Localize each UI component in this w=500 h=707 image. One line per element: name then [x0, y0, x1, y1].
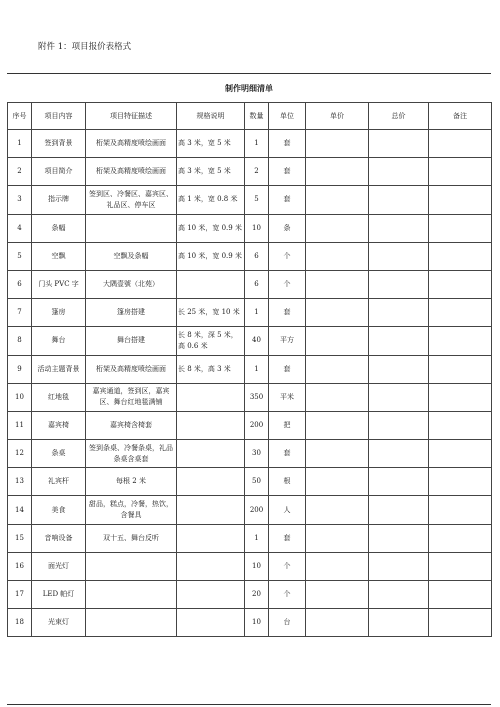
cell-unit-price [306, 552, 369, 580]
header-row [8, 103, 492, 130]
cell-total [369, 242, 429, 270]
header-remarks: 备注 [429, 103, 492, 130]
seal-char: 投 [311, 355, 326, 369]
cell-unit-price [306, 440, 369, 468]
cell-item: 面光灯 [32, 552, 86, 580]
cell-unit: 把 [269, 411, 306, 439]
cell-item: 音响设备 [32, 524, 86, 552]
cell-qty: 40 [245, 327, 269, 355]
table-row [8, 383, 492, 411]
table-row [8, 552, 492, 580]
cell-spec [177, 581, 245, 609]
cell-qty: 10 [245, 609, 269, 637]
cell-remarks [429, 552, 492, 580]
cell-total [369, 411, 429, 439]
cell-desc: 大隅壹號（北苑） [86, 270, 177, 298]
cell-unit: 个 [269, 581, 306, 609]
table-row [8, 440, 492, 468]
cell-total [369, 581, 429, 609]
table-row [8, 186, 492, 214]
seal-char: 程 [359, 335, 373, 350]
cell-spec: 高 10 米，宽 0.9 米 [177, 214, 245, 242]
attachment-label: 附件 1：项目报价表格式 [38, 42, 132, 52]
cell-unit: 套 [269, 158, 306, 186]
seal-char: 建 [318, 342, 334, 358]
cell-total [369, 130, 429, 158]
cell-qty: 200 [245, 411, 269, 439]
cell-unit: 套 [269, 355, 306, 383]
cell-unit: 套 [269, 299, 306, 327]
cell-spec: 高 3 米，宽 5 米 [177, 130, 245, 158]
header-unit-price: 单价 [306, 103, 369, 130]
cell-total [369, 186, 429, 214]
cell-total [369, 440, 429, 468]
cell-total [369, 496, 429, 524]
cell-unit-price [306, 158, 369, 186]
seal-char: 安 [310, 383, 325, 397]
cell-total [369, 552, 429, 580]
cell-total [369, 158, 429, 186]
cell-qty: 5 [245, 186, 269, 214]
header-qty: 数量 [245, 103, 269, 130]
table-row [8, 299, 492, 327]
seal-char: 限 [378, 355, 393, 369]
cell-spec [177, 411, 245, 439]
cell-spec [177, 552, 245, 580]
cell-no: 5 [8, 242, 32, 270]
seal-char: 徽 [309, 370, 321, 381]
cell-unit-price [306, 242, 369, 270]
cell-unit-price [306, 270, 369, 298]
quotation-sheet [7, 73, 491, 705]
cell-item: LED 帕灯 [32, 581, 86, 609]
cell-remarks [429, 214, 492, 242]
cell-no: 9 [8, 355, 32, 383]
seal-char: 有 [370, 342, 386, 358]
cell-total [369, 299, 429, 327]
cell-no: 14 [8, 496, 32, 524]
cell-item: 光束灯 [32, 609, 86, 637]
table-row [8, 355, 492, 383]
cell-unit: 个 [269, 270, 306, 298]
cell-desc: 签到区、冷餐区、嘉宾区、礼品区、停车区 [86, 186, 177, 214]
cell-item: 舞台 [32, 327, 86, 355]
cell-qty: 6 [245, 270, 269, 298]
cell-remarks [429, 158, 492, 186]
cell-no: 15 [8, 524, 32, 552]
cell-unit: 套 [269, 440, 306, 468]
table-row [8, 411, 492, 439]
cell-unit: 平方 [269, 327, 306, 355]
cell-unit-price [306, 609, 369, 637]
cell-spec [177, 440, 245, 468]
cell-remarks [429, 299, 492, 327]
cell-total [369, 609, 429, 637]
cell-unit-price [306, 468, 369, 496]
header-total: 总价 [369, 103, 429, 130]
cell-unit-price [306, 299, 369, 327]
cell-item: 红地毯 [32, 383, 86, 411]
cell-item: 条桌 [32, 440, 86, 468]
cell-item: 活动主题背景 [32, 355, 86, 383]
cell-remarks [429, 496, 492, 524]
cell-remarks [429, 270, 492, 298]
cell-spec [177, 524, 245, 552]
cell-desc: 嘉宾椅含椅套 [86, 411, 177, 439]
cell-item: 条幅 [32, 214, 86, 242]
cell-unit: 根 [269, 468, 306, 496]
cell-desc: 篷房搭建 [86, 299, 177, 327]
cell-unit: 套 [269, 130, 306, 158]
cell-item: 嘉宾椅 [32, 411, 86, 439]
cell-desc: 空飘及条幅 [86, 242, 177, 270]
cell-no: 12 [8, 440, 32, 468]
cell-desc: 桁架及高精度喷绘画面 [86, 158, 177, 186]
cell-no: 17 [8, 581, 32, 609]
cell-spec [177, 383, 245, 411]
cell-unit: 套 [269, 186, 306, 214]
cell-unit: 人 [269, 496, 306, 524]
cell-remarks [429, 609, 492, 637]
cell-unit-price [306, 496, 369, 524]
cell-desc: 双十五、舞台反听 [86, 524, 177, 552]
cell-desc: 每根 2 米 [86, 468, 177, 496]
cell-spec: 长 25 米，宽 10 米 [177, 299, 245, 327]
header-spec: 规格说明 [177, 103, 245, 130]
cell-item: 指示牌 [32, 186, 86, 214]
header-item: 项目内容 [32, 103, 86, 130]
cell-no: 10 [8, 383, 32, 411]
cell-no: 4 [8, 214, 32, 242]
cell-desc: 桁架及高精度喷绘画面 [86, 355, 177, 383]
cell-qty: 350 [245, 383, 269, 411]
cell-qty: 1 [245, 524, 269, 552]
cell-unit: 个 [269, 242, 306, 270]
cell-total [369, 524, 429, 552]
cell-remarks [429, 186, 492, 214]
table-row [8, 242, 492, 270]
cell-desc [86, 552, 177, 580]
cell-remarks [429, 130, 492, 158]
cell-qty: 6 [245, 242, 269, 270]
cell-spec [177, 468, 245, 496]
cell-item: 篷房 [32, 299, 86, 327]
cell-remarks [429, 440, 492, 468]
cell-unit-price [306, 130, 369, 158]
cell-total [369, 214, 429, 242]
cell-remarks [429, 524, 492, 552]
table-row [8, 214, 492, 242]
table-row [8, 581, 492, 609]
seal-char: 工 [347, 334, 357, 346]
cell-remarks [429, 242, 492, 270]
cell-item: 空飘 [32, 242, 86, 270]
cell-remarks [429, 383, 492, 411]
cell-qty: 1 [245, 130, 269, 158]
cell-no: 3 [8, 186, 32, 214]
cell-unit: 平米 [269, 383, 306, 411]
cell-no: 6 [8, 270, 32, 298]
cell-remarks [429, 411, 492, 439]
cell-no: 7 [8, 299, 32, 327]
cell-remarks [429, 581, 492, 609]
cell-no: 11 [8, 411, 32, 439]
cell-desc: 嘉宾通道，签到区，嘉宾区、舞台红地毯满铺 [86, 383, 177, 411]
cell-unit: 台 [269, 609, 306, 637]
table-row [8, 609, 492, 637]
cell-qty: 10 [245, 552, 269, 580]
cell-desc [86, 581, 177, 609]
header-unit: 单位 [269, 103, 306, 130]
cell-no: 18 [8, 609, 32, 637]
table-row [8, 524, 492, 552]
cell-total [369, 468, 429, 496]
cell-unit-price [306, 186, 369, 214]
cell-qty: 30 [245, 440, 269, 468]
cell-qty: 20 [245, 581, 269, 609]
cell-desc: 甜品，糕点，冷餐，热饮，含餐具 [86, 496, 177, 524]
cell-no: 1 [8, 130, 32, 158]
header-no: 序号 [8, 103, 32, 130]
cell-qty: 10 [245, 214, 269, 242]
cell-desc: 桁架及高精度喷绘画面 [86, 130, 177, 158]
table-row [8, 270, 492, 298]
cell-item: 门头 PVC 字 [32, 270, 86, 298]
table-row [8, 158, 492, 186]
cell-no: 8 [8, 327, 32, 355]
cell-remarks [429, 355, 492, 383]
cell-item: 签到背景 [32, 130, 86, 158]
cell-remarks [429, 327, 492, 355]
cell-no: 16 [8, 552, 32, 580]
cell-qty: 200 [245, 496, 269, 524]
cell-unit: 条 [269, 214, 306, 242]
cell-spec [177, 496, 245, 524]
cell-unit-price [306, 214, 369, 242]
cell-desc: 舞台搭建 [86, 327, 177, 355]
cell-no: 13 [8, 468, 32, 496]
cell-unit-price [306, 524, 369, 552]
cell-unit: 套 [269, 524, 306, 552]
table-row [8, 468, 492, 496]
cell-item: 项目简介 [32, 158, 86, 186]
cell-qty: 1 [245, 299, 269, 327]
cell-item: 美食 [32, 496, 86, 524]
seal-char: 司 [379, 383, 394, 397]
seal-char: 筑 [331, 335, 345, 350]
cell-total [369, 270, 429, 298]
cell-spec: 高 3 米，宽 5 米 [177, 158, 245, 186]
table-row [8, 496, 492, 524]
cell-unit: 个 [269, 552, 306, 580]
cell-no: 2 [8, 158, 32, 186]
cell-item: 礼宾杆 [32, 468, 86, 496]
cell-qty: 50 [245, 468, 269, 496]
seal-char: 公 [383, 370, 395, 381]
sheet-title: 制作明细清单 [225, 83, 273, 93]
cell-spec [177, 270, 245, 298]
cell-qty: 2 [245, 158, 269, 186]
cell-desc [86, 609, 177, 637]
quotation-table [7, 102, 492, 637]
cell-remarks [429, 468, 492, 496]
cell-spec [177, 609, 245, 637]
cell-desc: 签到条桌、冷餐条桌，礼品条桌含桌套 [86, 440, 177, 468]
cell-desc [86, 214, 177, 242]
cell-spec: 高 1 米，宽 0.8 米 [177, 186, 245, 214]
header-desc: 项目特征描述 [86, 103, 177, 130]
table-row [8, 327, 492, 355]
cell-spec: 长 8 米，高 3 米 [177, 355, 245, 383]
cell-spec: 长 8 米，深 5 米，高 0.6 米 [177, 327, 245, 355]
cell-unit-price [306, 581, 369, 609]
cell-qty: 1 [245, 355, 269, 383]
table-row [8, 130, 492, 158]
cell-spec: 高 10 米，宽 0.9 米 [177, 242, 245, 270]
